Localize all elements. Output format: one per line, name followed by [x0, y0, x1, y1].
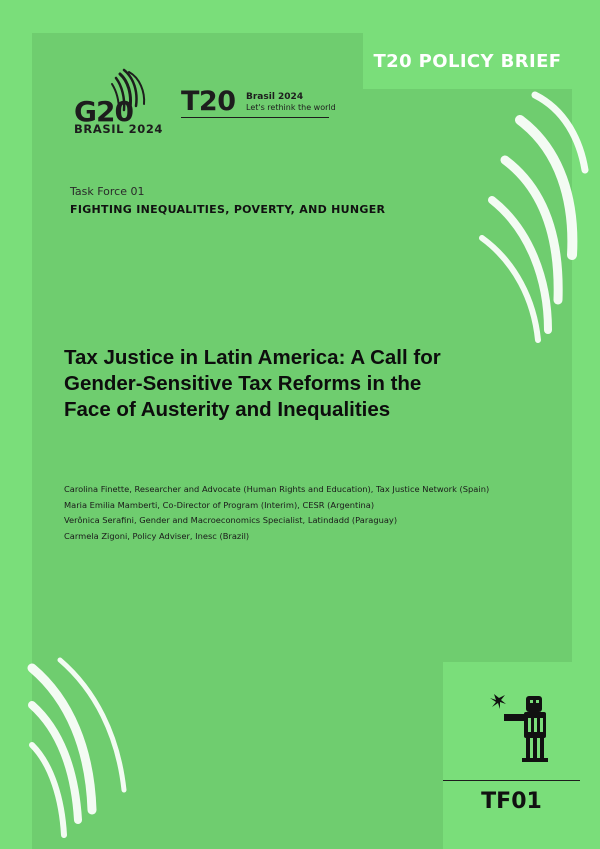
g20-logo-text: G20: [74, 95, 133, 128]
g20-logo-subtitle: BRASIL 2024: [74, 122, 164, 136]
t20-logo-brasil: Brasil 2024: [246, 92, 304, 102]
title-line: Tax Justice in Latin America: A Call for: [64, 346, 441, 369]
author-entry: Carmela Zigoni, Policy Adviser, Inesc (Brazil): [64, 530, 250, 541]
title-line: Gender-Sensitive Tax Reforms in the: [64, 372, 422, 395]
footer-divider: [443, 780, 580, 781]
author-list: [64, 482, 544, 544]
task-force-figure-icon: [486, 688, 566, 768]
t20-logo-text: T20: [181, 86, 236, 117]
t20-logo-underline: [181, 117, 329, 118]
task-force-label: Task Force 01: [70, 185, 145, 198]
author-entry: Carolina Finette, Researcher and Advocate (Human Rights and Education), Tax Justice Network (Spain): [64, 484, 490, 494]
task-force-code: TF01: [481, 789, 542, 814]
policy-brief-badge: T20 POLICY BRIEF: [373, 50, 562, 72]
author-entry: Verônica Serafini, Gender and Macroeconomics Specialist, Latindadd (Paraguay): [64, 515, 398, 525]
t20-logo-tagline: Let's rethink the world: [246, 103, 336, 112]
title-line: Face of Austerity and Inequalities: [64, 398, 391, 421]
task-force-title: FIGHTING INEQUALITIES, POVERTY, AND HUNGER: [70, 203, 386, 216]
document-title: [64, 345, 504, 423]
author-entry: Maria Emilia Mamberti, Co-Director of Program (Interim), CESR (Argentina): [64, 499, 375, 510]
